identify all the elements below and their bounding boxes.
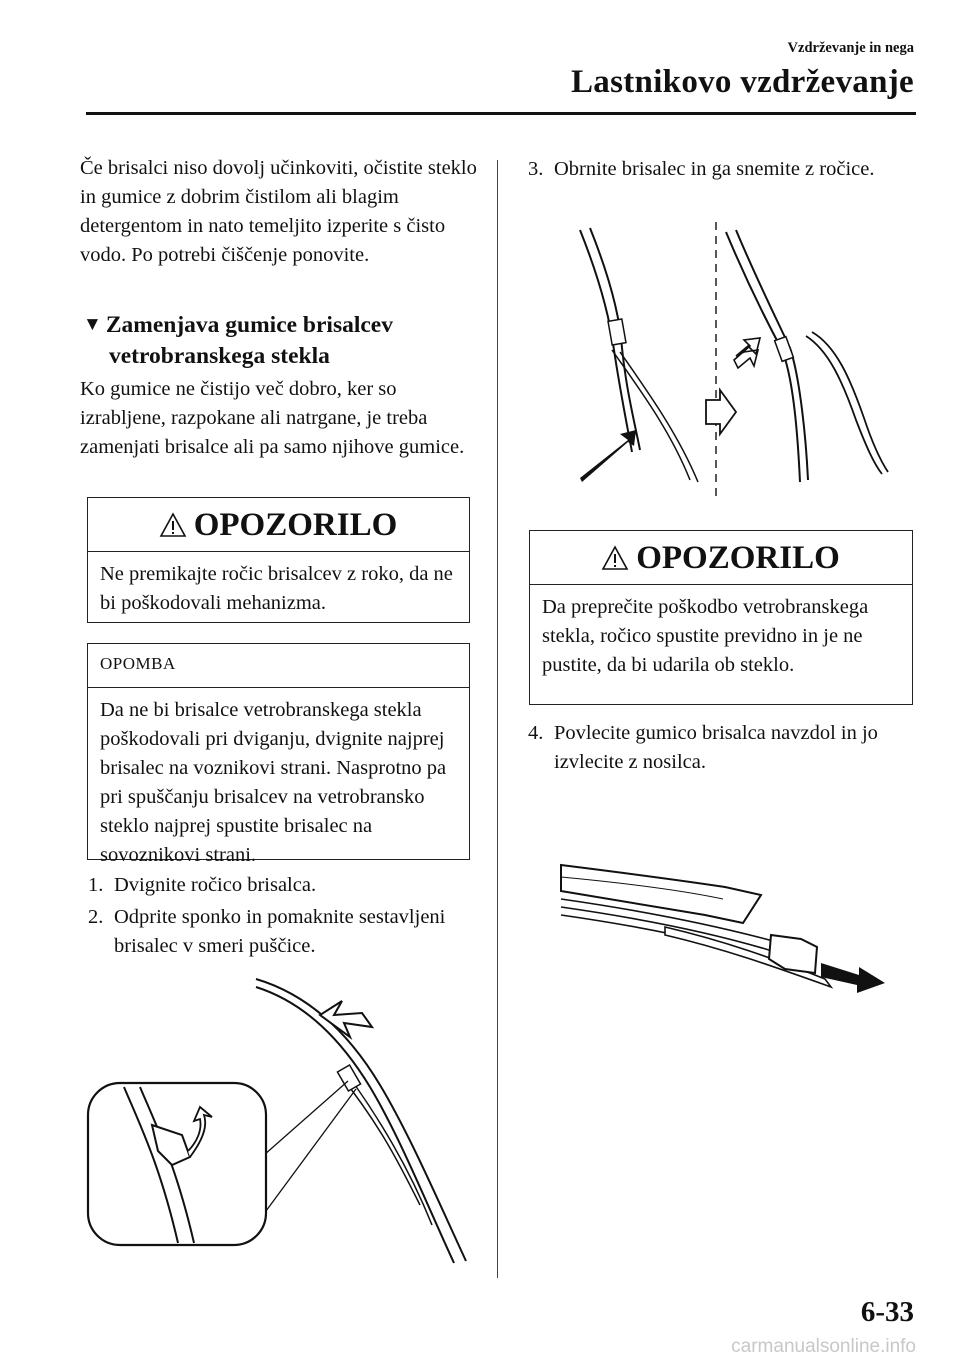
header-section-label: Vzdrževanje in nega [787, 40, 914, 56]
section-heading [83, 309, 483, 372]
heading-line-1: Zamenjava gumice brisalcev [105, 312, 393, 338]
wiper-removal-illustration [560, 220, 900, 500]
column-divider [497, 160, 498, 1278]
warning-box-2 [529, 530, 913, 705]
watermark: carmanualsonline.info [731, 1336, 916, 1357]
wiper-clip-illustration [80, 975, 490, 1265]
warning-text-2: Da preprečite poškodbo vetrobranskega stekla, ročico spustite previdno in je ne pustite, da bi udarila ob steklo. [542, 596, 869, 676]
heading-paragraph: Ko gumice ne čistijo več dobro, ker so izrabljene, razpokane ali natrgane, je treba zamenjati brisalce ali pa samo njihove gumice. [80, 378, 465, 458]
step-3: 3. Obrnite brisalec in ga snemite z ročice. [528, 158, 875, 180]
warning-box-1 [87, 497, 470, 623]
note-text: Da ne bi brisalce vetrobranskega stekla poškodovali pri dviganju, dvignite najprej brisalec na voznikovi strani. Nasprotno pa pri spuščanju brisalcev na vetrobransko steklo najprej spustite brisalec na sovoznikovi strani. [100, 699, 447, 866]
page-title: Lastnikovo vzdrževanje [571, 64, 914, 100]
warning-icon [602, 533, 628, 587]
step-1: 1. Dvignite ročico brisalca. [88, 874, 317, 896]
warning-text-1: Ne premikajte ročic brisalcev z roko, da ne bi poškodovali mehanizma. [100, 563, 453, 614]
note-box [87, 643, 470, 866]
warning-icon [160, 500, 186, 554]
note-title: OPOMBA [88, 644, 469, 688]
intro-paragraph: Če brisalci niso dovolj učinkoviti, očistite steklo in gumice z dobrim čistilom ali blagim detergentom in nato temeljito izperite s čisto vodo. Po potrebi čiščenje ponovite. [80, 157, 477, 266]
rubber-removal-illustration [555, 855, 915, 1005]
step-2: 2. Odprite sponko in pomaknite sestavljeni brisalec v smeri puščice. [88, 906, 446, 957]
triangle-bullet-icon: ▼ [83, 314, 102, 335]
heading-line-2: vetrobranskega stekla [109, 343, 330, 369]
page-number: 6-33 [860, 1296, 914, 1328]
step-4: 4. Povlecite gumico brisalca navzdol in jo izvlecite z nosilca. [528, 722, 878, 773]
header-divider [86, 112, 916, 115]
warning-title-2: OPOZORILO [530, 531, 912, 585]
warning-title-1: OPOZORILO [88, 498, 469, 552]
